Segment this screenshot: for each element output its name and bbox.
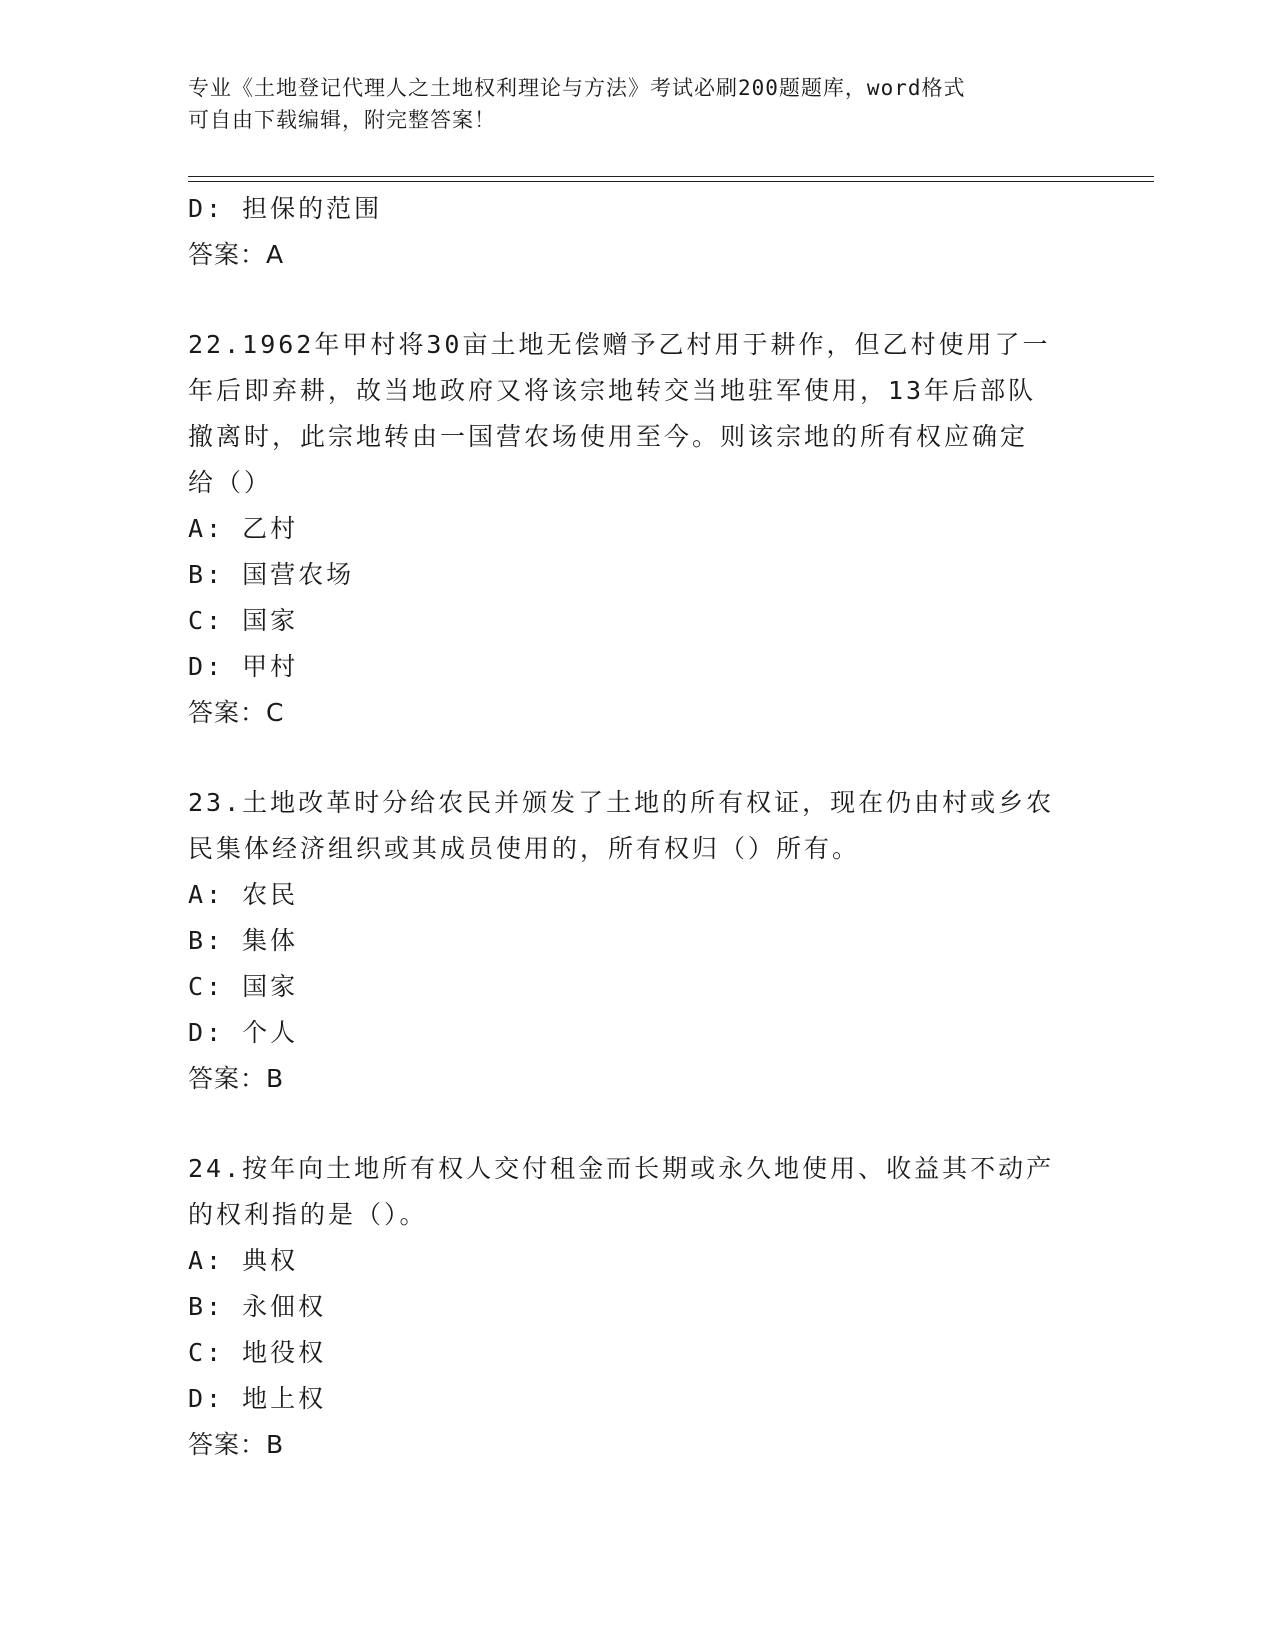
answer-line: 答案：C — [188, 698, 285, 727]
question-text — [188, 780, 1088, 872]
question-text — [188, 1146, 1088, 1238]
question-text-line: 年后即弃耕，故当地政府又将该宗地转交当地驻军使用，13年后部队 — [188, 376, 1037, 405]
option-a: A: 典权 — [188, 1246, 299, 1275]
question-text-line: 23.土地改革时分给农民并颁发了土地的所有权证，现在仍由村或乡农 — [188, 788, 1055, 817]
question-text-line: 撤离时，此宗地转由一国营农场使用至今。则该宗地的所有权应确定 — [188, 422, 1029, 451]
header-line-1: 专业《土地登记代理人之土地权利理论与方法》考试必刷200题题库，word格式 — [188, 76, 966, 100]
option-b: B: 集体 — [188, 926, 299, 955]
question-text-line: 22.1962年甲村将30亩土地无偿赠予乙村用于耕作，但乙村使用了一 — [188, 330, 1051, 359]
header-divider-bottom — [188, 181, 1154, 182]
option-d: D: 地上权 — [188, 1384, 327, 1413]
question-24 — [188, 1146, 1088, 1468]
answer-line: 答案：B — [188, 1430, 285, 1459]
option-b: B: 永佃权 — [188, 1292, 327, 1321]
option-d: D: 甲村 — [188, 652, 299, 681]
header-divider-top — [188, 176, 1154, 177]
option-d: D: 担保的范围 — [188, 194, 383, 223]
option-c: C: 地役权 — [188, 1338, 327, 1367]
question-text-line: 民集体经济组织或其成员使用的，所有权归（）所有。 — [188, 834, 861, 863]
option-d: D: 个人 — [188, 1018, 299, 1047]
option-a: A: 农民 — [188, 880, 299, 909]
document-header — [188, 72, 1068, 136]
answer-line: 答案：A — [188, 240, 285, 269]
question-text-line: 给（） — [188, 468, 273, 497]
option-a: A: 乙村 — [188, 514, 299, 543]
question-text-line: 的权利指的是（）。 — [188, 1200, 428, 1229]
answer-line: 答案：B — [188, 1064, 285, 1093]
question-text — [188, 322, 1088, 506]
question-content — [188, 186, 1088, 1468]
option-c: C: 国家 — [188, 972, 299, 1001]
option-b: B: 国营农场 — [188, 560, 355, 589]
question-22 — [188, 322, 1088, 736]
question-text-line: 24.按年向土地所有权人交付租金而长期或永久地使用、收益其不动产 — [188, 1154, 1055, 1183]
option-c: C: 国家 — [188, 606, 299, 635]
question-23 — [188, 780, 1088, 1102]
header-line-2: 可自由下载编辑，附完整答案！ — [188, 108, 496, 132]
previous-question-tail — [188, 186, 1088, 278]
